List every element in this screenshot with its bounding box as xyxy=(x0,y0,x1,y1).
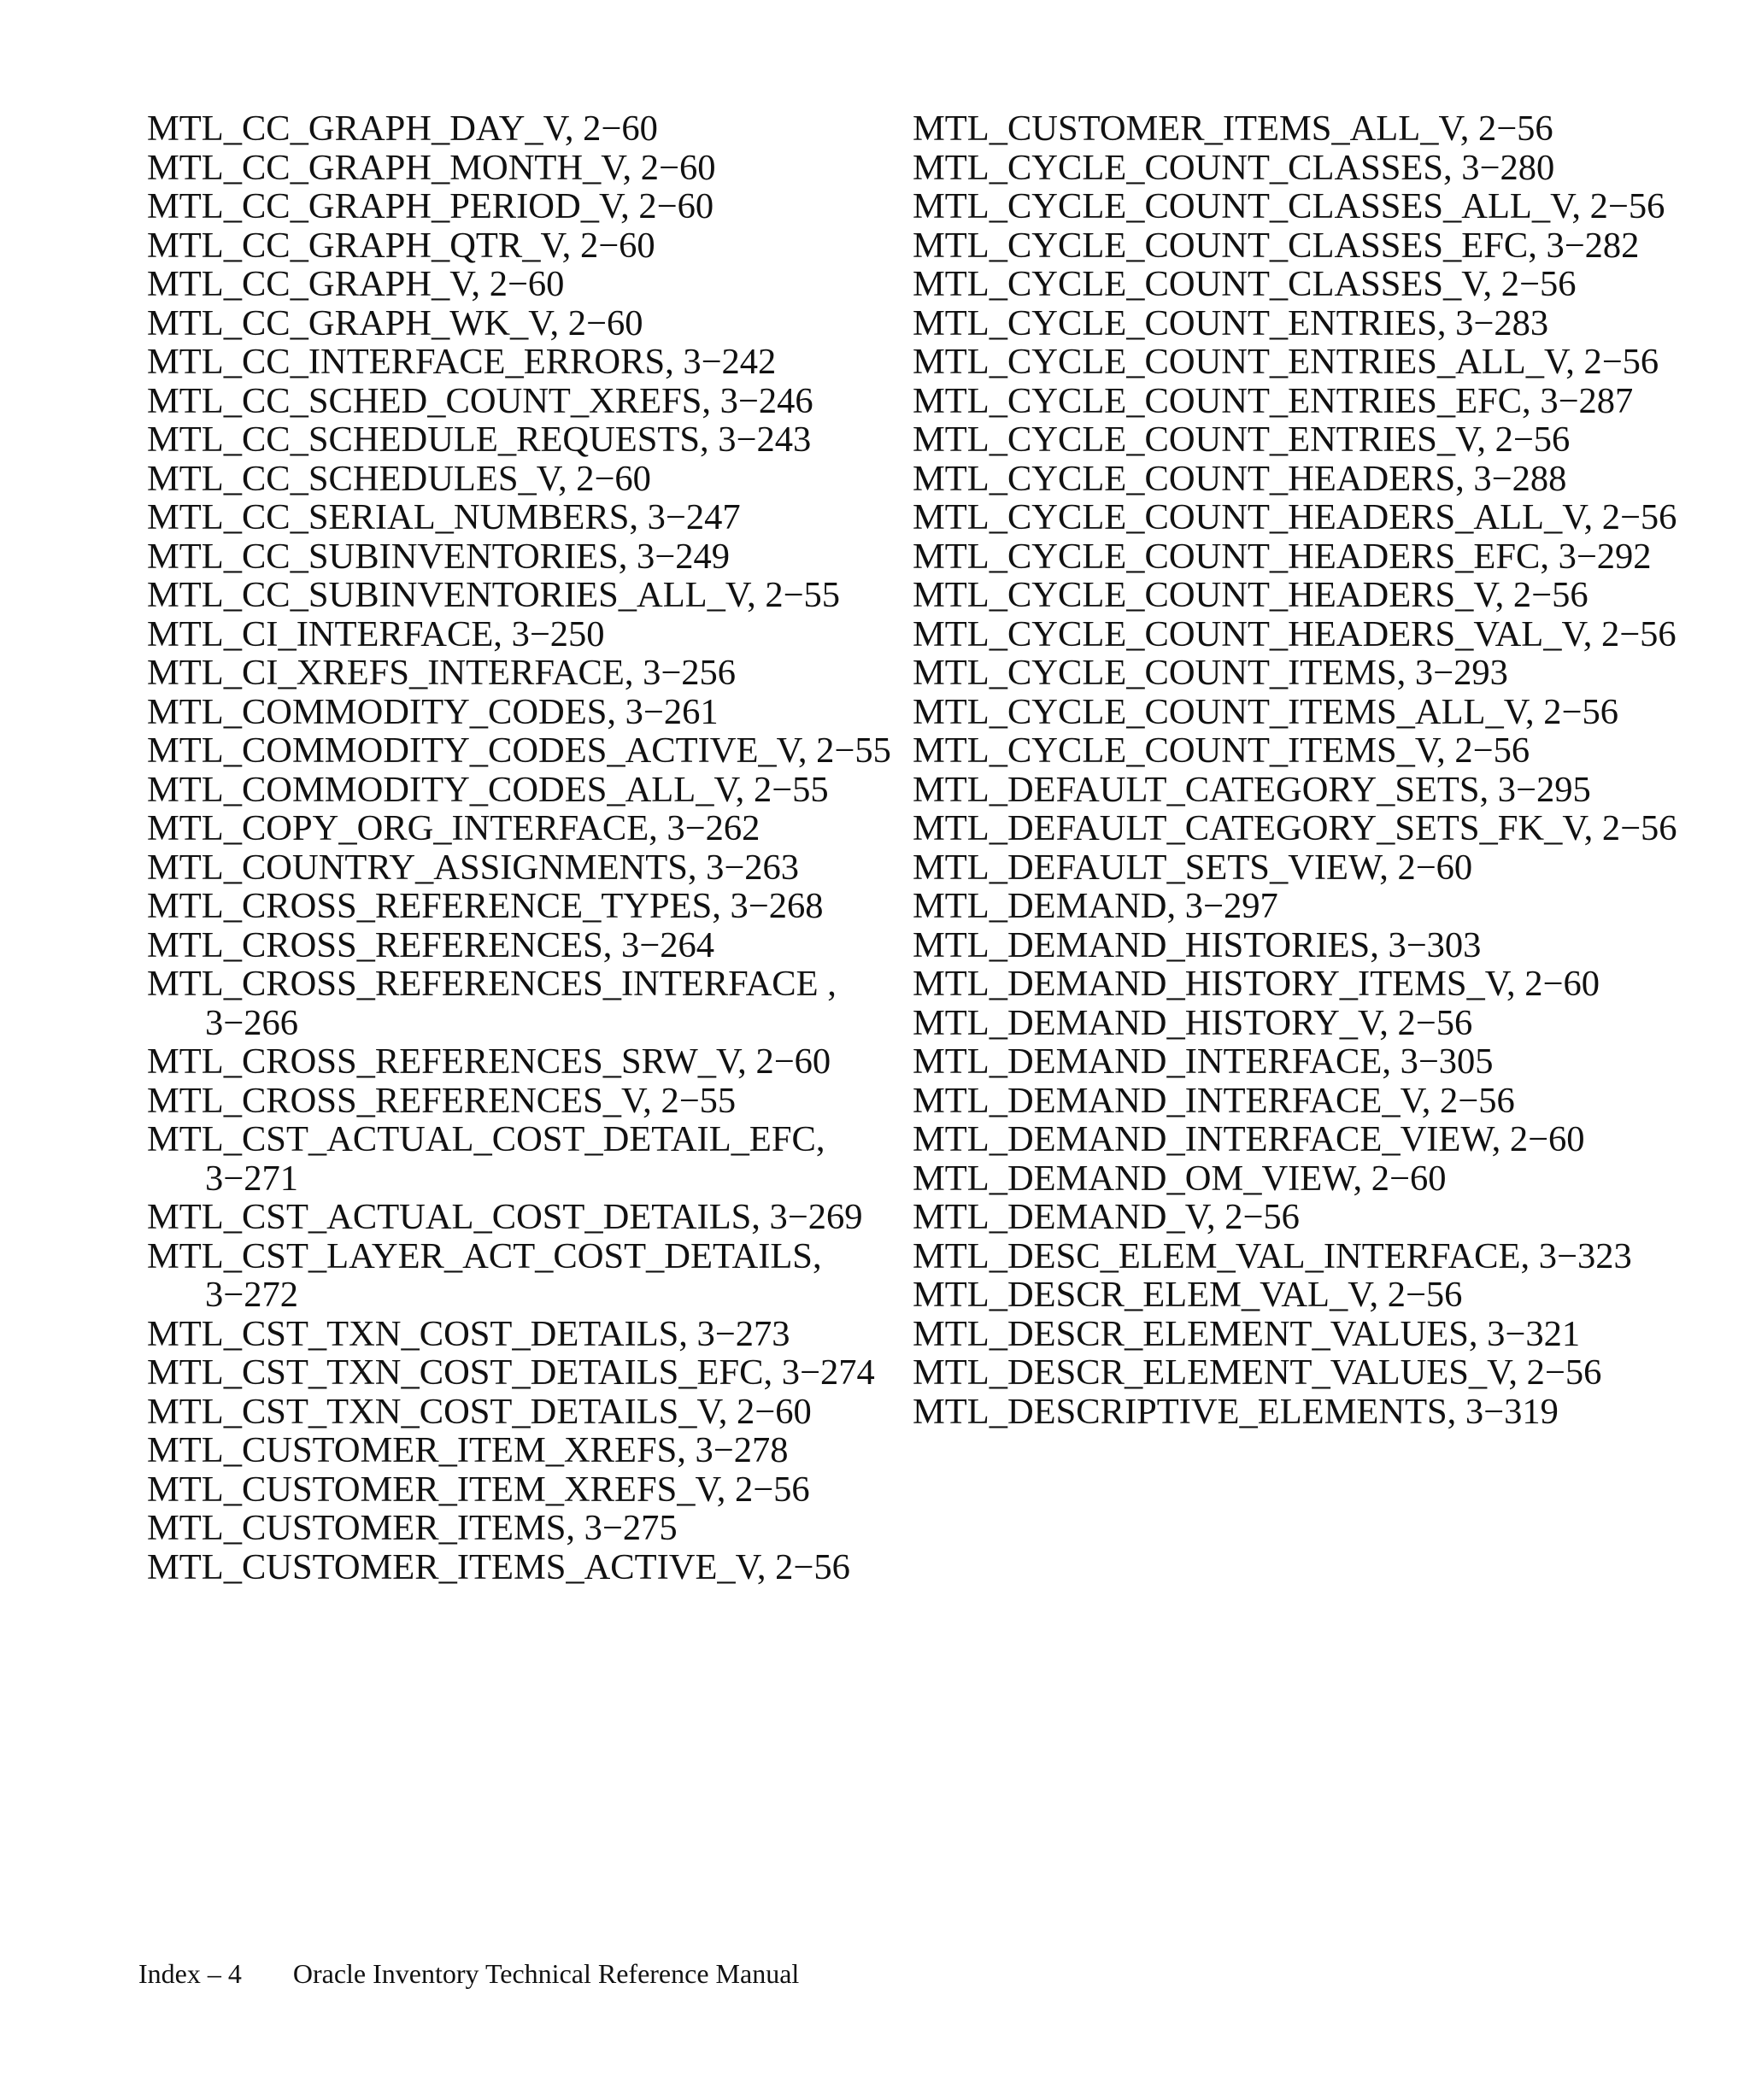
index-entry xyxy=(913,187,1682,226)
index-term: MTL_CYCLE_COUNT_HEADERS, xyxy=(913,458,1465,499)
page-reference: 2−60 xyxy=(567,302,643,343)
index-entry xyxy=(913,654,1682,693)
page-reference: 3−261 xyxy=(625,691,719,732)
index-term: MTL_DEFAULT_SETS_VIEW, xyxy=(913,847,1389,888)
index-term: MTL_COMMODITY_CODES_ACTIVE_V, xyxy=(147,730,807,771)
index-term: MTL_CC_GRAPH_PERIOD_V, xyxy=(147,186,630,226)
index-term: MTL_CC_SCHED_COUNT_XREFS, xyxy=(147,380,712,421)
page-reference: 2−56 xyxy=(1454,730,1530,771)
index-entry xyxy=(147,926,916,965)
page-reference: 3−243 xyxy=(718,419,812,460)
index-term: MTL_CST_TXN_COST_DETAILS_EFC, xyxy=(147,1352,773,1393)
index-entry xyxy=(913,848,1682,888)
index-entry xyxy=(913,1120,1682,1159)
page-reference: 2−56 xyxy=(1440,1080,1515,1121)
index-term: MTL_CC_SERIAL_NUMBERS, xyxy=(147,497,638,537)
index-term: MTL_CUSTOMER_ITEMS, xyxy=(147,1508,575,1548)
page-reference: 3−250 xyxy=(511,613,605,654)
index-entry xyxy=(147,1042,916,1082)
index-term: MTL_CC_SUBINVENTORIES, xyxy=(147,536,628,577)
index-term: MTL_CST_TXN_COST_DETAILS, xyxy=(147,1313,688,1354)
index-entry xyxy=(913,731,1682,771)
index-entry xyxy=(913,965,1682,1004)
page-reference: 2−56 xyxy=(734,1469,810,1510)
page-reference: 3−268 xyxy=(730,886,824,926)
page-reference: 3−269 xyxy=(769,1197,863,1237)
index-entry xyxy=(913,1042,1682,1082)
page-reference: 2−55 xyxy=(753,769,829,810)
index-entry xyxy=(147,1470,916,1510)
index-entry xyxy=(147,226,916,266)
index-term: MTL_CI_INTERFACE, xyxy=(147,613,502,654)
index-term: MTL_CYCLE_COUNT_CLASSES_EFC, xyxy=(913,225,1537,266)
index-entry xyxy=(147,187,916,226)
page-reference: 2−60 xyxy=(576,458,651,499)
index-term: MTL_DESC_ELEM_VAL_INTERFACE, xyxy=(913,1235,1530,1276)
index-entry xyxy=(913,1393,1682,1432)
index-entry xyxy=(913,1315,1682,1354)
index-term: MTL_CYCLE_COUNT_ENTRIES, xyxy=(913,302,1447,343)
index-term: MTL_CROSS_REFERENCES_SRW_V, xyxy=(147,1041,747,1082)
index-term: MTL_DEMAND_V, xyxy=(913,1197,1216,1237)
page-reference: 3−247 xyxy=(647,497,741,537)
index-term: MTL_CST_ACTUAL_COST_DETAIL_EFC, xyxy=(147,1119,825,1159)
index-entry xyxy=(147,1353,916,1393)
index-entry xyxy=(147,343,916,382)
index-term: MTL_CYCLE_COUNT_ITEMS_V, xyxy=(913,730,1446,771)
page-reference: 3−288 xyxy=(1473,458,1567,499)
index-entry xyxy=(913,1276,1682,1315)
page-reference: 3−323 xyxy=(1538,1235,1632,1276)
page-reference: 2−56 xyxy=(1397,1002,1473,1043)
page-reference: 2−56 xyxy=(1601,497,1677,537)
page-reference: 2−56 xyxy=(1512,575,1589,615)
page-reference: 3−272 xyxy=(205,1275,298,1315)
page-reference: 2−60 xyxy=(1371,1158,1447,1199)
index-term: MTL_CC_GRAPH_MONTH_V, xyxy=(147,147,632,188)
index-entry xyxy=(913,576,1682,615)
index-term: MTL_CROSS_REFERENCES, xyxy=(147,924,613,965)
page-reference: 2−56 xyxy=(1387,1275,1463,1315)
index-term: MTL_COPY_ORG_INTERFACE, xyxy=(147,808,658,848)
index-entry xyxy=(147,771,916,810)
page-reference: 3−283 xyxy=(1455,302,1549,343)
index-entry xyxy=(913,1198,1682,1237)
index-entry xyxy=(147,1082,916,1121)
page-reference: 3−274 xyxy=(781,1352,875,1393)
index-term: MTL_COUNTRY_ASSIGNMENTS, xyxy=(147,847,697,888)
index-term: MTL_DESCR_ELEMENT_VALUES, xyxy=(913,1313,1478,1354)
index-term: MTL_CC_GRAPH_DAY_V, xyxy=(147,109,574,149)
page-reference: 3−319 xyxy=(1465,1391,1559,1432)
page-reference: 2−60 xyxy=(638,186,714,226)
page-reference: 2−60 xyxy=(489,264,565,304)
index-entry xyxy=(147,382,916,421)
index-entry xyxy=(913,460,1682,499)
index-entry xyxy=(147,1198,916,1237)
page-reference: 3−292 xyxy=(1558,536,1652,577)
index-entry xyxy=(913,420,1682,460)
page-reference: 2−60 xyxy=(579,225,655,266)
index-entry xyxy=(147,1120,916,1198)
page-reference: 3−275 xyxy=(584,1508,678,1548)
index-term: MTL_CYCLE_COUNT_HEADERS_V, xyxy=(913,575,1505,615)
index-term: MTL_CYCLE_COUNT_ENTRIES_V, xyxy=(913,419,1486,460)
index-term: MTL_DEMAND_INTERFACE, xyxy=(913,1041,1391,1082)
index-entry xyxy=(147,304,916,343)
index-term: MTL_CYCLE_COUNT_CLASSES_V, xyxy=(913,264,1493,304)
page-reference: 3−246 xyxy=(719,380,813,421)
index-entry xyxy=(147,498,916,537)
page-reference: 3−262 xyxy=(667,808,760,848)
index-term: MTL_CYCLE_COUNT_ENTRIES_ALL_V, xyxy=(913,342,1575,382)
index-term: MTL_CYCLE_COUNT_ITEMS_ALL_V, xyxy=(913,691,1535,732)
index-term: MTL_CST_LAYER_ACT_COST_DETAILS, xyxy=(147,1235,822,1276)
index-entry xyxy=(913,343,1682,382)
index-entry xyxy=(913,809,1682,848)
page-reference: 3−295 xyxy=(1497,769,1591,810)
index-entry xyxy=(913,226,1682,266)
index-term: MTL_CC_INTERFACE_ERRORS, xyxy=(147,342,674,382)
index-term: MTL_CROSS_REFERENCES_V, xyxy=(147,1080,652,1121)
index-term: MTL_CC_GRAPH_V, xyxy=(147,264,481,304)
index-entry xyxy=(147,1237,916,1315)
index-term: MTL_DEFAULT_CATEGORY_SETS_FK_V, xyxy=(913,808,1594,848)
index-column-right xyxy=(913,109,1682,1431)
index-term: MTL_DEMAND, xyxy=(913,886,1177,926)
index-entry xyxy=(147,1509,916,1548)
page-reference: 2−56 xyxy=(775,1546,850,1587)
page-reference: 2−60 xyxy=(1524,964,1600,1004)
index-entry xyxy=(147,1393,916,1432)
index-term: MTL_COMMODITY_CODES_ALL_V, xyxy=(147,769,745,810)
index-entry xyxy=(147,460,916,499)
page-reference: 2−56 xyxy=(1224,1197,1300,1237)
page-reference: 2−60 xyxy=(1509,1119,1585,1159)
index-entry xyxy=(147,887,916,926)
index-term: MTL_CC_GRAPH_WK_V, xyxy=(147,302,560,343)
index-entry xyxy=(147,1315,916,1354)
page-reference: 2−56 xyxy=(1543,691,1618,732)
index-term: MTL_DEMAND_INTERFACE_V, xyxy=(913,1080,1431,1121)
index-entry xyxy=(147,731,916,771)
index-entry xyxy=(913,1353,1682,1393)
index-term: MTL_DEMAND_INTERFACE_VIEW, xyxy=(913,1119,1501,1159)
index-entry xyxy=(147,965,916,1042)
index-term: MTL_CUSTOMER_ITEM_XREFS_V, xyxy=(147,1469,726,1510)
page-reference: 2−55 xyxy=(661,1080,737,1121)
page-reference: 2−56 xyxy=(1583,342,1659,382)
page-reference: 2−60 xyxy=(1397,847,1473,888)
index-term: MTL_DEMAND_HISTORIES, xyxy=(913,924,1379,965)
index-entry xyxy=(913,149,1682,188)
index-entry xyxy=(147,1431,916,1470)
index-term: MTL_CROSS_REFERENCES_INTERFACE xyxy=(147,964,819,1004)
index-entry xyxy=(147,615,916,654)
index-term: MTL_DESCRIPTIVE_ELEMENTS, xyxy=(913,1391,1457,1432)
index-entry xyxy=(147,1548,916,1587)
page-reference: 3−263 xyxy=(706,847,800,888)
page-reference: 2−56 xyxy=(1526,1352,1602,1393)
index-entry xyxy=(913,265,1682,304)
index-entry xyxy=(147,809,916,848)
page-reference: 3−264 xyxy=(620,924,714,965)
index-entry xyxy=(913,693,1682,732)
page-reference: 3−282 xyxy=(1546,225,1640,266)
page-reference: 2−60 xyxy=(583,109,658,149)
page-reference: 2−56 xyxy=(1601,808,1677,848)
index-entry xyxy=(147,693,916,732)
footer-manual-title: Oracle Inventory Technical Reference Manual xyxy=(292,1958,800,1989)
index-entry xyxy=(147,109,916,149)
page-reference: 3−287 xyxy=(1540,380,1634,421)
index-entry xyxy=(913,1237,1682,1276)
index-term: MTL_DEMAND_HISTORY_ITEMS_V, xyxy=(913,964,1516,1004)
index-term: MTL_CYCLE_COUNT_HEADERS_ALL_V, xyxy=(913,497,1594,537)
index-term: MTL_CST_ACTUAL_COST_DETAILS, xyxy=(147,1197,760,1237)
index-entry xyxy=(913,537,1682,577)
index-term: MTL_CC_SUBINVENTORIES_ALL_V, xyxy=(147,575,756,615)
index-term: MTL_CC_SCHEDULE_REQUESTS, xyxy=(147,419,709,460)
index-entry xyxy=(147,537,916,577)
index-term: MTL_DEFAULT_CATEGORY_SETS, xyxy=(913,769,1489,810)
index-term: MTL_DESCR_ELEM_VAL_V, xyxy=(913,1275,1379,1315)
page-reference: 3−249 xyxy=(637,536,730,577)
index-term: MTL_CUSTOMER_ITEMS_ALL_V, xyxy=(913,109,1470,149)
footer-page-label: Index – 4 xyxy=(138,1958,242,1989)
index-entry xyxy=(913,1159,1682,1199)
page-reference: 2−60 xyxy=(755,1041,831,1082)
index-term: MTL_CI_XREFS_INTERFACE, xyxy=(147,653,634,693)
index-term: MTL_DEMAND_OM_VIEW, xyxy=(913,1158,1363,1199)
index-entry xyxy=(913,382,1682,421)
page-reference: 2−56 xyxy=(1477,109,1553,149)
index-term: MTL_CROSS_REFERENCE_TYPES, xyxy=(147,886,721,926)
page-reference: 3−278 xyxy=(695,1430,789,1470)
page-reference: 3−321 xyxy=(1487,1313,1581,1354)
page-reference: 2−56 xyxy=(1500,264,1577,304)
page-reference: 2−56 xyxy=(1495,419,1571,460)
index-entry xyxy=(913,926,1682,965)
page-reference: 2−56 xyxy=(1589,186,1665,226)
index-term: MTL_CST_TXN_COST_DETAILS_V, xyxy=(147,1391,728,1432)
index-entry xyxy=(913,615,1682,654)
index-entry xyxy=(913,1082,1682,1121)
index-entry xyxy=(913,887,1682,926)
index-term: MTL_CYCLE_COUNT_ENTRIES_EFC, xyxy=(913,380,1531,421)
page-reference: 2−55 xyxy=(765,575,841,615)
page-reference: , 3−266 xyxy=(205,964,837,1043)
page-reference: 3−280 xyxy=(1461,147,1555,188)
index-entry xyxy=(913,1004,1682,1043)
index-term: MTL_CYCLE_COUNT_CLASSES_ALL_V, xyxy=(913,186,1581,226)
page-reference: 3−256 xyxy=(643,653,737,693)
index-term: MTL_CUSTOMER_ITEM_XREFS, xyxy=(147,1430,686,1470)
index-term: MTL_DESCR_ELEMENT_VALUES_V, xyxy=(913,1352,1518,1393)
index-entry xyxy=(147,420,916,460)
index-term: MTL_CC_SCHEDULES_V, xyxy=(147,458,567,499)
index-term: MTL_CYCLE_COUNT_HEADERS_EFC, xyxy=(913,536,1549,577)
page-reference: 2−60 xyxy=(640,147,716,188)
page-footer xyxy=(138,1956,799,1991)
page-reference: 3−293 xyxy=(1414,653,1508,693)
index-term: MTL_CUSTOMER_ITEMS_ACTIVE_V, xyxy=(147,1546,766,1587)
index-term: MTL_CC_GRAPH_QTR_V, xyxy=(147,225,572,266)
index-term: MTL_CYCLE_COUNT_ITEMS, xyxy=(913,653,1406,693)
index-entry xyxy=(147,576,916,615)
index-entry xyxy=(147,265,916,304)
index-column-left xyxy=(147,109,916,1587)
index-entry xyxy=(147,848,916,888)
page-reference: 3−242 xyxy=(683,342,777,382)
page-reference: 3−305 xyxy=(1400,1041,1494,1082)
index-entry xyxy=(913,304,1682,343)
index-entry xyxy=(913,498,1682,537)
index-entry xyxy=(913,771,1682,810)
index-entry xyxy=(147,149,916,188)
index-term: MTL_CYCLE_COUNT_HEADERS_VAL_V, xyxy=(913,613,1593,654)
index-term: MTL_DEMAND_HISTORY_V, xyxy=(913,1002,1389,1043)
index-term: MTL_COMMODITY_CODES, xyxy=(147,691,616,732)
page-reference: 2−60 xyxy=(737,1391,812,1432)
page-reference: 3−297 xyxy=(1184,886,1278,926)
index-entry xyxy=(147,654,916,693)
page-reference: 3−303 xyxy=(1388,924,1482,965)
page-reference: 2−56 xyxy=(1600,613,1677,654)
index-term: MTL_CYCLE_COUNT_CLASSES, xyxy=(913,147,1453,188)
page-reference: 3−273 xyxy=(696,1313,790,1354)
index-entry xyxy=(913,109,1682,149)
page-reference: 3−271 xyxy=(205,1158,298,1199)
page-reference: 2−55 xyxy=(816,730,891,771)
